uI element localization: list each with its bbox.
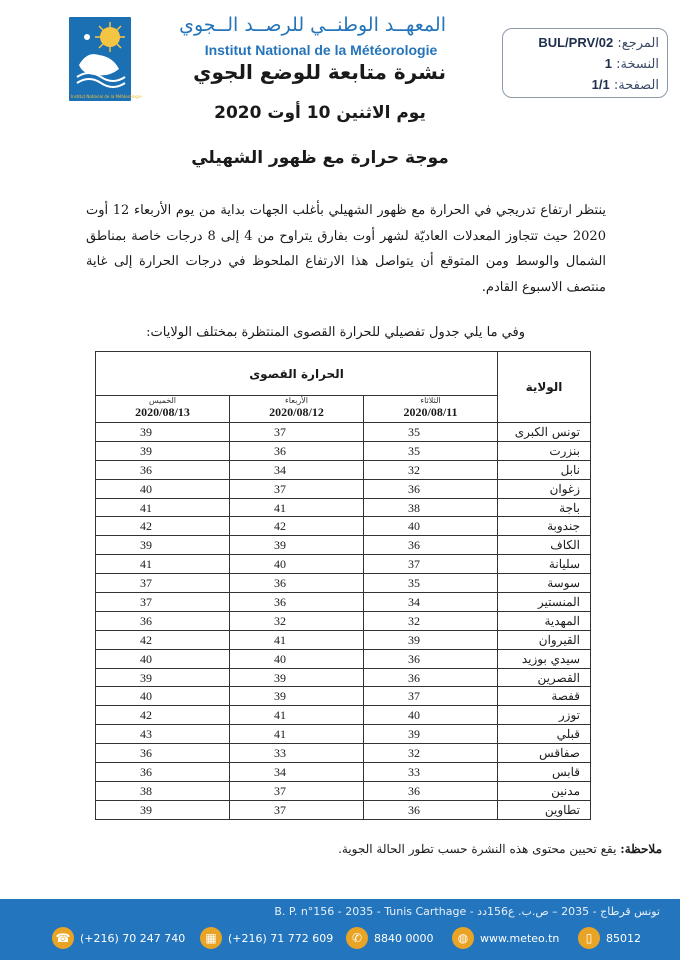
temp-cell-day1: 37 [364,555,498,574]
version-label: النسخة: [616,57,659,72]
temp-cell-day3: 41 [96,498,230,517]
temp-cell-day1: 32 [364,460,498,479]
reference-box [502,28,668,98]
website-text: www.meteo.tn [480,931,560,945]
contact-phone-3[interactable] [346,923,434,953]
temp-cell-day3: 36 [96,744,230,763]
governorate-cell: بنزرت [498,441,591,460]
sms-text: 85012 [606,931,641,945]
logo-caption: Institut National de la Météorologie [71,94,142,99]
governorate-cell: قفصة [498,687,591,706]
temp-cell-day1: 39 [364,630,498,649]
temp-cell-day2: 39 [230,668,364,687]
table-header-row [96,352,591,396]
phone-1-text: (+216) 70 247 740 [80,931,186,945]
note-text: يقع تحيين محتوى هذه النشرة حسب تطور الحالة الجوية. [338,842,621,856]
day-date: 2020/08/12 [269,405,324,419]
governorate-header: الولاية [498,352,591,423]
temp-cell-day3: 39 [96,800,230,819]
temp-cell-day3: 37 [96,574,230,593]
handset-icon: ✆ [346,927,368,949]
table-row [96,460,591,479]
page-label: الصفحة: [613,78,659,93]
governorate-cell: صفاقس [498,744,591,763]
governorate-cell: مدنين [498,781,591,800]
temp-cell-day2: 37 [230,479,364,498]
table-intro: وفي ما يلي جدول تفصيلي للحرارة القصوى المنتظرة بمختلف الولايات: [146,325,525,340]
temp-cell-day1: 35 [364,574,498,593]
temp-cell-day3: 36 [96,611,230,630]
temp-cell-day1: 39 [364,725,498,744]
table-row [96,630,591,649]
temp-cell-day1: 32 [364,611,498,630]
table-row [96,574,591,593]
temp-cell-day1: 36 [364,479,498,498]
max-temperature-table [95,351,591,820]
temp-cell-day1: 35 [364,441,498,460]
temp-cell-day2: 34 [230,460,364,479]
temp-cell-day1: 36 [364,649,498,668]
temp-cell-day3: 39 [96,423,230,442]
reference-value: BUL/PRV/02 [538,35,614,50]
footer-contacts [0,923,680,953]
footer-address: B. P. n°156 - 2035 - Tunis Carthage - تونس قرطاج - 2035 – ص.ب. ع156دد [274,905,660,918]
day-name: الأربعاء [285,396,308,405]
table-row [96,593,591,612]
governorate-cell: سوسة [498,574,591,593]
temp-cell-day2: 32 [230,611,364,630]
governorate-cell: المهدية [498,611,591,630]
temp-cell-day3: 38 [96,781,230,800]
temp-cell-day1: 33 [364,763,498,782]
table-row [96,668,591,687]
governorate-cell: الكاف [498,536,591,555]
table-row [96,800,591,819]
temp-cell-day2: 39 [230,687,364,706]
temp-cell-day2: 33 [230,744,364,763]
governorate-cell: قابس [498,763,591,782]
day-date: 2020/08/11 [403,405,458,419]
temp-cell-day2: 41 [230,706,364,725]
temp-cell-day3: 42 [96,517,230,536]
temp-cell-day1: 38 [364,498,498,517]
reference-line [511,33,659,54]
table-row [96,555,591,574]
table-row [96,441,591,460]
governorate-cell: نابل [498,460,591,479]
governorate-cell: سيدي بوزيد [498,649,591,668]
bulletin-subject: موجة حرارة مع ظهور الشهيلي [191,148,449,168]
temp-cell-day1: 32 [364,744,498,763]
mobile-icon: ▯ [578,927,600,949]
table-body [96,423,591,820]
table-row [96,687,591,706]
table-row [96,725,591,744]
governorate-cell: باجة [498,498,591,517]
temp-cell-day3: 36 [96,763,230,782]
governorate-cell: المنستير [498,593,591,612]
temp-cell-day3: 40 [96,649,230,668]
temp-cell-day3: 40 [96,687,230,706]
phone-3-text: 8840 0000 [374,931,434,945]
institute-name-french: Institut National de la Météorologie [204,42,438,58]
bulletin-title: نشرة متابعة للوضع الجوي [193,60,446,84]
temp-cell-day3: 37 [96,593,230,612]
temp-cell-day1: 35 [364,423,498,442]
contact-sms[interactable] [578,923,641,953]
temp-cell-day2: 40 [230,649,364,668]
temp-cell-day2: 42 [230,517,364,536]
phone-2-text: (+216) 71 772 609 [228,931,334,945]
table-row [96,706,591,725]
governorate-cell: قبلي [498,725,591,744]
note-label: ملاحظة: [620,842,662,856]
globe-icon: ◍ [452,927,474,949]
contact-website[interactable] [452,923,559,953]
temp-cell-day3: 39 [96,668,230,687]
footer-bar [0,899,680,960]
temp-cell-day3: 39 [96,441,230,460]
table-row [96,517,591,536]
max-temp-header: الحرارة القصوى [96,352,498,396]
table-row [96,479,591,498]
day-name: الخميس [148,396,177,405]
institute-logo [69,17,142,101]
temp-cell-day2: 37 [230,423,364,442]
temp-cell-day1: 36 [364,781,498,800]
governorate-cell: تطاوين [498,800,591,819]
temp-cell-day2: 41 [230,630,364,649]
temp-cell-day3: 39 [96,536,230,555]
table-row [96,744,591,763]
day-name: الثلاثاء [420,396,441,405]
version-value: 1 [604,56,613,71]
temp-cell-day2: 41 [230,725,364,744]
governorate-cell: تونس الكبرى [498,423,591,442]
table-row [96,649,591,668]
day-date: 2020/08/13 [135,405,190,419]
reference-label: المرجع: [617,36,659,51]
temp-cell-day2: 37 [230,781,364,800]
page-value: 1/1 [591,77,610,92]
governorate-cell: جندوبة [498,517,591,536]
temp-cell-day2: 36 [230,593,364,612]
phone-icon: ☎ [52,927,74,949]
bulletin-date: يوم الاثنين 10 أوت 2020 [214,103,426,123]
temp-cell-day1: 37 [364,687,498,706]
day-header-1 [364,396,498,423]
temp-cell-day3: 42 [96,706,230,725]
table-row [96,763,591,782]
temp-cell-day2: 37 [230,800,364,819]
temp-cell-day2: 34 [230,763,364,782]
table-row [96,498,591,517]
temp-cell-day1: 36 [364,800,498,819]
table-row [96,536,591,555]
temp-cell-day3: 36 [96,460,230,479]
temp-cell-day3: 42 [96,630,230,649]
temp-cell-day2: 40 [230,555,364,574]
temp-cell-day3: 43 [96,725,230,744]
contact-phone-2[interactable] [200,923,333,953]
temp-cell-day1: 40 [364,706,498,725]
table-row [96,611,591,630]
governorate-cell: سليانة [498,555,591,574]
day-header-2 [230,396,364,423]
day-header-3 [96,396,230,423]
governorate-cell: القصرين [498,668,591,687]
table-row [96,423,591,442]
building-icon: ▦ [200,927,222,949]
temp-cell-day1: 36 [364,668,498,687]
temp-cell-day1: 40 [364,517,498,536]
governorate-cell: القيروان [498,630,591,649]
temp-cell-day3: 41 [96,555,230,574]
table-row [96,781,591,800]
page-line [511,75,659,96]
temp-cell-day2: 39 [230,536,364,555]
temp-cell-day1: 34 [364,593,498,612]
temp-cell-day1: 36 [364,536,498,555]
governorate-cell: توزر [498,706,591,725]
institute-name-arabic: المعهــد الوطنــي للرصــد الــجوي [179,14,446,36]
version-line [511,54,659,75]
logo-emblem-icon [69,17,142,101]
temp-cell-day3: 40 [96,479,230,498]
temp-cell-day2: 36 [230,441,364,460]
contact-phone-1[interactable] [52,923,185,953]
temp-cell-day2: 36 [230,574,364,593]
bulletin-body: ينتظر ارتفاع تدريجي في الحرارة مع ظهور الشهيلي بأغلب الجهات بداية من يوم الأربعاء 12 أوت 2020 حيث تتجاوز المعدلات العاديّة لشهر أوت بفارق يتراوح من 4 إلى 8 درجات خاصة بمناطق الشمال والوسط ومن المتوقع أن يتواصل هذا الارتفاع الملحوظ في درجات الحرارة إلى غاية منتصف الاسبوع القادم. [86,203,606,295]
temp-cell-day2: 41 [230,498,364,517]
bulletin-note [290,842,662,856]
governorate-cell: زغوان [498,479,591,498]
